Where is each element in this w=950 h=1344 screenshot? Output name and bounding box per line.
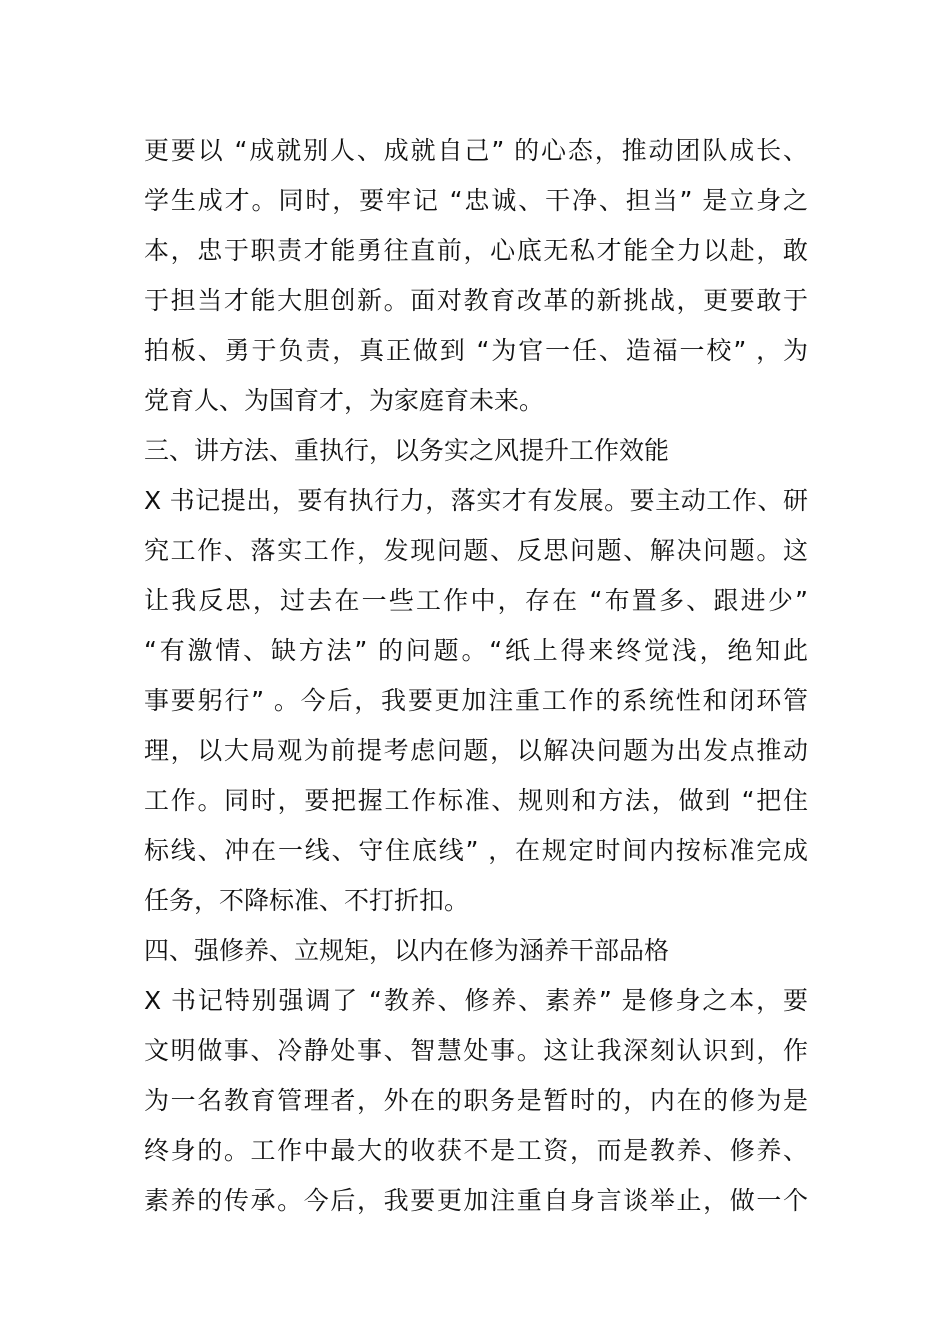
text-line: X 书记特别强调了 “教养、修养、素养” 是修身之本，要: [144, 986, 808, 1015]
text-line: 更要以 “成就别人、成就自己” 的心态，推动团队成长、: [144, 136, 808, 165]
text-line: “有激情、缺方法” 的问题。“纸上得来终觉浅，绝知此: [144, 636, 808, 665]
text-line: X 书记提出，要有执行力，落实才有发展。要主动工作、研: [144, 486, 808, 515]
text-line: 究工作、落实工作，发现问题、反思问题、解决问题。这: [144, 536, 808, 565]
paragraph-end-line: 任务，不降标准、不打折扣。: [144, 886, 470, 915]
text-line: 素养的传承。今后，我要更加注重自身言谈举止，做一个: [144, 1186, 808, 1215]
text-line: 工作。同时，要把握工作标准、规则和方法，做到 “把住: [144, 786, 808, 815]
paragraph-end-line: 党育人、为国育才，为家庭育未来。: [144, 386, 545, 415]
text-line: 理，以大局观为前提考虑问题，以解决问题为出发点推动: [144, 736, 808, 765]
text-line: 终身的。工作中最大的收获不是工资，而是教养、修养、: [144, 1136, 808, 1165]
text-line: 于担当才能大胆创新。面对教育改革的新挑战，更要敢于: [144, 286, 808, 315]
body-text: [144, 126, 808, 1226]
text-line: 为一名教育管理者，外在的职务是暂时的，内在的修为是: [144, 1086, 808, 1115]
section-heading-4: 四、强修养、立规矩，以内在修为涵养干部品格: [144, 936, 670, 965]
text-line: 事要躬行” 。今后，我要更加注重工作的系统性和闭环管: [144, 686, 808, 715]
text-line: 本，忠于职责才能勇往直前，心底无私才能全力以赴，敢: [144, 236, 808, 265]
text-line: 文明做事、冷静处事、智慧处事。这让我深刻认识到，作: [144, 1036, 808, 1065]
text-line: 拍板、勇于负责，真正做到 “为官一任、造福一校” ，为: [144, 336, 808, 365]
text-line: 学生成才。同时，要牢记 “忠诚、干净、担当” 是立身之: [144, 186, 808, 215]
text-line: 让我反思，过去在一些工作中，存在 “布置多、跟进少”: [144, 586, 808, 615]
section-heading-3: 三、讲方法、重执行，以务实之风提升工作效能: [144, 436, 670, 465]
text-line: 标线、冲在一线、守住底线” ，在规定时间内按标准完成: [144, 836, 808, 865]
